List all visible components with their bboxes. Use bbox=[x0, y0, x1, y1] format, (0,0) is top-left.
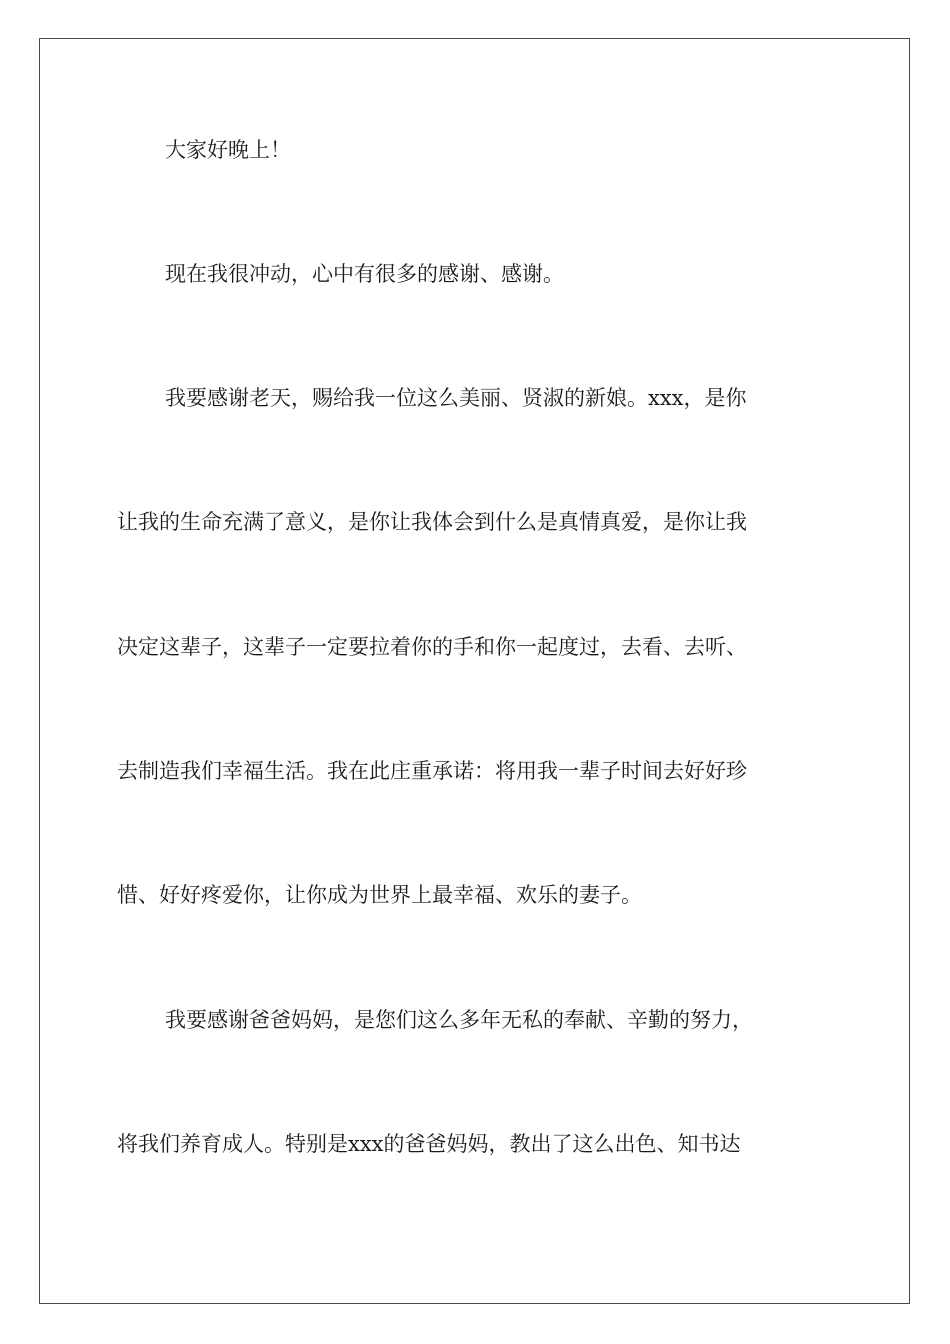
text-line: 我要感谢老天，赐给我一位这么美丽、贤淑的新娘。xxx，是你 bbox=[165, 386, 747, 410]
text-line: 惜、好好疼爱你，让你成为世界上最幸福、欢乐的妻子。 bbox=[117, 883, 642, 907]
text-line: 去制造我们幸福生活。我在此庄重承诺：将用我一辈子时间去好好珍 bbox=[117, 759, 747, 783]
page-frame bbox=[39, 38, 910, 1304]
text-line: 我要感谢爸爸妈妈，是您们这么多年无私的奉献、辛勤的努力， bbox=[165, 1008, 753, 1032]
text-line: 现在我很冲动，心中有很多的感谢、感谢。 bbox=[165, 262, 564, 286]
text-line: 将我们养育成人。特别是xxx的爸爸妈妈，教出了这么出色、知书达 bbox=[117, 1132, 741, 1156]
text-line: 决定这辈子，这辈子一定要拉着你的手和你一起度过，去看、去听、 bbox=[117, 635, 747, 659]
text-line: 让我的生命充满了意义，是你让我体会到什么是真情真爱，是你让我 bbox=[117, 510, 747, 534]
greeting-line: 大家好晚上！ bbox=[165, 138, 291, 162]
